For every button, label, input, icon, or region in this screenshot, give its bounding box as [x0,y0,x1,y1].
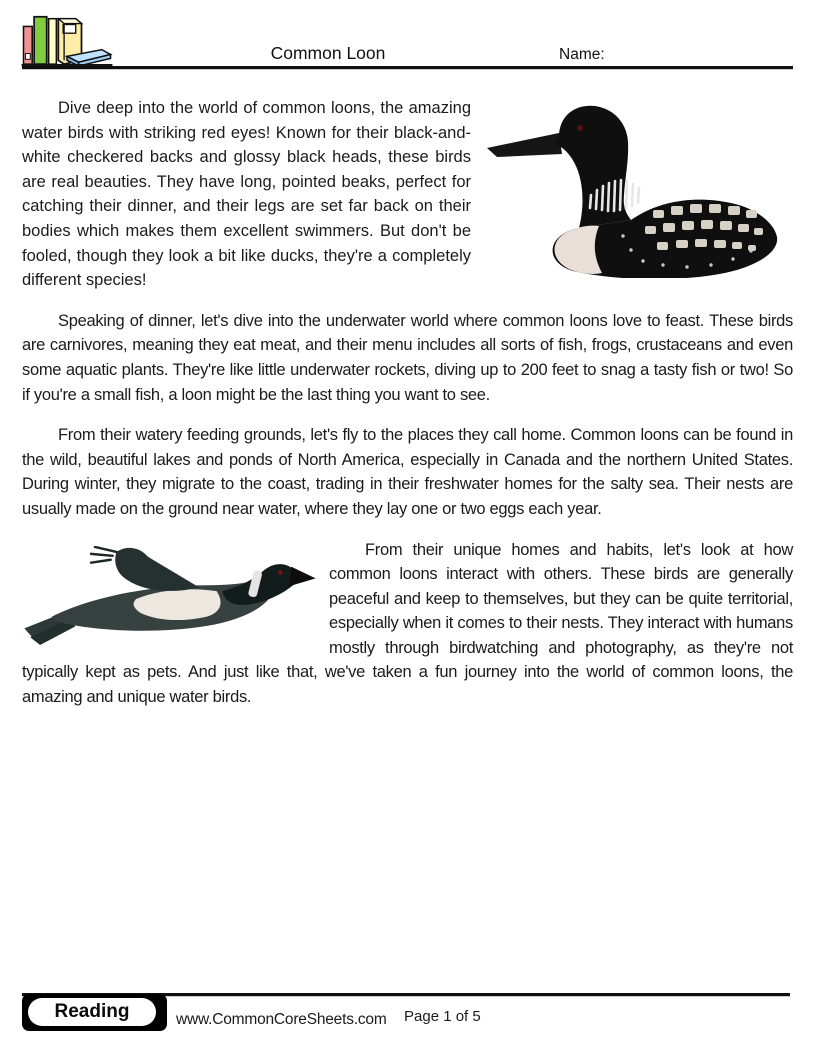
article-body [22,96,793,726]
diet-section [22,309,793,407]
paragraph-4: From their unique homes and habits, let's look at how common loons interact with others. These birds are generally peaceful and keep to themselves, but they can be quite territorial, especially when it comes to their nests. They interact with humans mostly through birdwatching and photography, as they're not typically kept as pets. And just like that, we've taken a fun journey into the world of common loons, the amazing and unique water birds. [22,540,793,707]
habitat-section [22,423,793,521]
page-title: Common Loon [270,43,386,63]
flying-loon-image [22,546,317,648]
website-text: www.CommonCoreSheets.com [176,1011,387,1028]
page-number: Page 1 of 5 [404,1008,481,1025]
paragraph-1: Dive deep into the world of common loons, the amazing water birds with striking red eyes! Known for their black-and-white checkered backs and glossy black heads, these birds are real beauties. They have long, pointed beaks, perfect for catching their dinner, and their legs are set far back on their bodies which makes them excellent swimmers. But don't be fooled, though they look a bit like ducks, they're a completely different species! [22,99,471,290]
books-icon [20,10,114,68]
paragraph-3: From their watery feeding grounds, let's fly to the places they call home. Common loons can be found in the wild, beautiful lakes and ponds of North America, especially in Canada and the northern United States. During winter, they migrate to the coast, trading in their freshwater homes for the salty sea. Their nests are usually made on the ground near water, where they lay one or two eggs each year. [22,426,793,518]
behavior-section [22,538,793,726]
name-label: Name: [559,46,605,63]
subject-badge-label: Reading [54,1001,130,1022]
loon-red-eye [577,125,583,131]
intro-section [22,96,793,309]
subject-badge-pill [28,998,156,1026]
subject-badge [22,994,167,1031]
loon-red-eye [278,570,282,574]
header-divider [22,66,793,70]
swimming-loon-image [481,100,793,278]
paragraph-2: Speaking of dinner, let's dive into the underwater world where common loons love to feast. These birds are carnivores, meaning they eat meat, and their menu includes all sorts of fish, frogs, crustaceans and even some aquatic plants. They're like little underwater rockets, diving up to 200 feet to snag a tasty fish or two! So if you're a small fish, a loon might be the last thing you want to see. [22,311,793,404]
